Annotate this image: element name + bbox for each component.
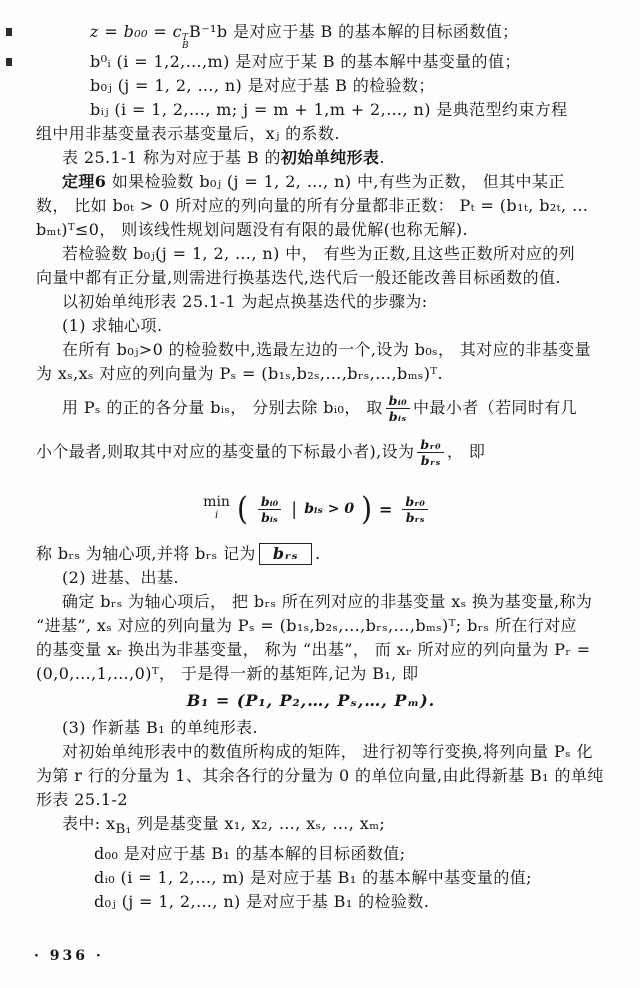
text-line: “进基”, xₛ 对应的列向量为 Pₛ = (b₁ₛ,b₂ₛ,…,bᵣₛ,…,bₘₛ)ᵀ; bᵣₛ 所在行对应 [36, 616, 577, 635]
superscript-T: T [182, 33, 189, 43]
text-line-with-fraction [36, 386, 616, 430]
min-subscript-i: i [214, 510, 219, 521]
page-number: · 936 · [34, 948, 104, 964]
text-run: 小个最者,则取其中对应的基变量的下标最小者),设为 [36, 442, 415, 461]
text-line: bₘₜ)ᵀ≤0， 则该线性规划问题没有有限的最优解(也称无解). [36, 220, 469, 239]
math-expression: z = b₀₀ = c [90, 22, 183, 41]
text-line: 为第 r 行的分量为 1、其余各行的分量为 0 的单位向量,由此得新基 B₁ 的单纯 [36, 766, 604, 785]
text-line-table-legend [36, 812, 616, 842]
fraction-denominator: bᵣₛ [405, 509, 425, 525]
text-run: . [315, 544, 321, 563]
scan-speck [6, 28, 12, 36]
equals-sign: = [379, 499, 393, 519]
fraction-bi0-bis [386, 393, 410, 424]
text-line: 形表 25.1-2 [36, 790, 128, 809]
sup-sub-script [182, 34, 189, 50]
text-line-theorem6 [36, 170, 616, 194]
fraction-numerator: bᵣ₀ [417, 437, 444, 453]
text-run: 称 bᵣₛ 为轴心项,并将 bᵣₛ 记为 [36, 544, 256, 563]
fraction-bi0-bis [258, 494, 281, 525]
fraction-numerator: bᵣ₀ [402, 494, 427, 510]
fraction-numerator: bᵢ₀ [258, 494, 281, 510]
text-line: 若检验数 b₀ⱼ(j = 1, 2, …, n) 中， 有些为正数,且这些正数所对应的列 [62, 244, 576, 263]
text-line: 确定 bᵣₛ 为轴心项后， 把 bᵣₛ 所在列对应的非基变量 xₛ 换为基变量,称为 [62, 592, 593, 611]
emphasis-initial-simplex-table: 初始单纯形表 [280, 148, 380, 167]
text-run: . [379, 148, 385, 167]
text-run: 表中: x [62, 814, 116, 833]
fraction-br0-brs [402, 494, 427, 525]
text-line-objective-value [36, 20, 616, 50]
min-operator [203, 496, 230, 522]
condition-divider-bar: | [291, 498, 298, 520]
text-run: 中最小者（若同时有几 [413, 398, 578, 417]
text-line-table-caption [36, 146, 616, 170]
fraction-numerator: bᵢ₀ [386, 393, 410, 409]
text-line-step3: (3) 作新基 B₁ 的单纯形表. [62, 718, 258, 737]
text-run: 用 Pₛ 的正的各分量 bᵢₛ， 分别去除 bᵢ₀， 取 [62, 398, 383, 417]
subscript-B: B [182, 41, 190, 51]
boxed-pivot-element: bᵣₛ [259, 543, 312, 565]
text-line-with-fraction [36, 430, 616, 474]
new-basis-equation: B₁ = (P₁, P₂,…, Pₛ,…, Pₘ). [186, 691, 436, 710]
text-line-pivot-naming [36, 542, 616, 566]
text-run: 列是基变量 x₁, x₂, …, xₛ, …, xₘ; [131, 814, 386, 833]
text-line: d₀ⱼ (j = 1, 2,…, n) 是对应于基 B₁ 的检验数. [94, 892, 430, 912]
fraction-denominator: bᵢₛ [388, 409, 407, 424]
left-paren: ( [236, 489, 248, 528]
text-line: 在所有 b₀ⱼ>0 的检验数中,选最左边的一个,设为 b₀ₛ， 其对应的非基变量 [62, 340, 592, 359]
fraction-br0-brs [417, 437, 444, 468]
pivot-min-equation [36, 482, 598, 536]
text-run: B⁻¹b 是对应于基 B 的基本解的目标函数值； [189, 22, 519, 41]
text-run: ， 即 [447, 442, 486, 461]
min-label: min [203, 494, 230, 510]
text-line-step2: (2) 进基、出基. [62, 568, 179, 587]
text-line: (0,0,…,1,…,0)ᵀ， 于是得一新的基矩阵,记为 B₁, 即 [36, 664, 419, 683]
fraction-denominator: bᵢₛ [261, 509, 278, 525]
fraction-denominator: bᵣₛ [420, 453, 441, 468]
subscript-B1: B₁ [115, 822, 132, 838]
text-line: 为 xₛ,xₛ 对应的列向量为 Pₛ = (b₁ₛ,b₂ₛ,…,bᵣₛ,…,bₘₛ)ᵀ. [36, 364, 443, 383]
text-run: 表 25.1-1 称为对应于基 B 的 [62, 148, 281, 167]
text-run: 如果检验数 b₀ⱼ (j = 1, 2, …, n) 中,有些为正数， 但其中某正 [106, 172, 565, 191]
text-line: bᵢⱼ (i = 1, 2,…, m; j = m + 1,m + 2,…, n) 是典范型约束方程 [90, 100, 568, 119]
text-line: b⁰ᵢ (i = 1,2,…,m) 是对应于某 B 的基本解中基变量的值； [90, 52, 521, 71]
text-line: 向量中都有正分量,则需进行换基迭代,迭代后一般还能改善目标函数的值. [36, 268, 561, 287]
text-line-step1: (1) 求轴心项. [62, 316, 163, 335]
text-line: 组中用非基变量表示基变量后，xⱼ 的系数. [36, 124, 340, 143]
text-line: b₀ⱼ (j = 1, 2, …, n) 是对应于基 B 的检验数； [90, 76, 435, 95]
text-line: 的基变量 xᵣ 换出为非基变量， 称为 “出基”， 而 xᵣ 所对应的列向量为 Pᵣ = [36, 640, 591, 659]
scan-speck [6, 58, 12, 66]
condition-text: bᵢₛ > 0 [304, 501, 355, 517]
text-line: 对初始单纯形表中的数值所构成的矩阵， 进行初等行变换,将列向量 Pₛ 化 [62, 742, 593, 761]
text-line: 数， 比如 b₀ₜ > 0 所对应的列向量的所有分量都非正数： Pₜ = (b₁ₜ, b₂ₜ, … [36, 196, 589, 215]
text-line: dᵢ₀ (i = 1, 2,…, m) 是对应于基 B₁ 的基本解中基变量的值; [94, 868, 532, 888]
right-paren: ) [361, 489, 373, 528]
theorem-label: 定理6 [62, 172, 107, 191]
text-line: 以初始单纯形表 25.1-1 为起点换基迭代的步骤为: [62, 292, 428, 311]
text-line: d₀₀ 是对应于基 B₁ 的基本解的目标函数值; [94, 844, 406, 864]
